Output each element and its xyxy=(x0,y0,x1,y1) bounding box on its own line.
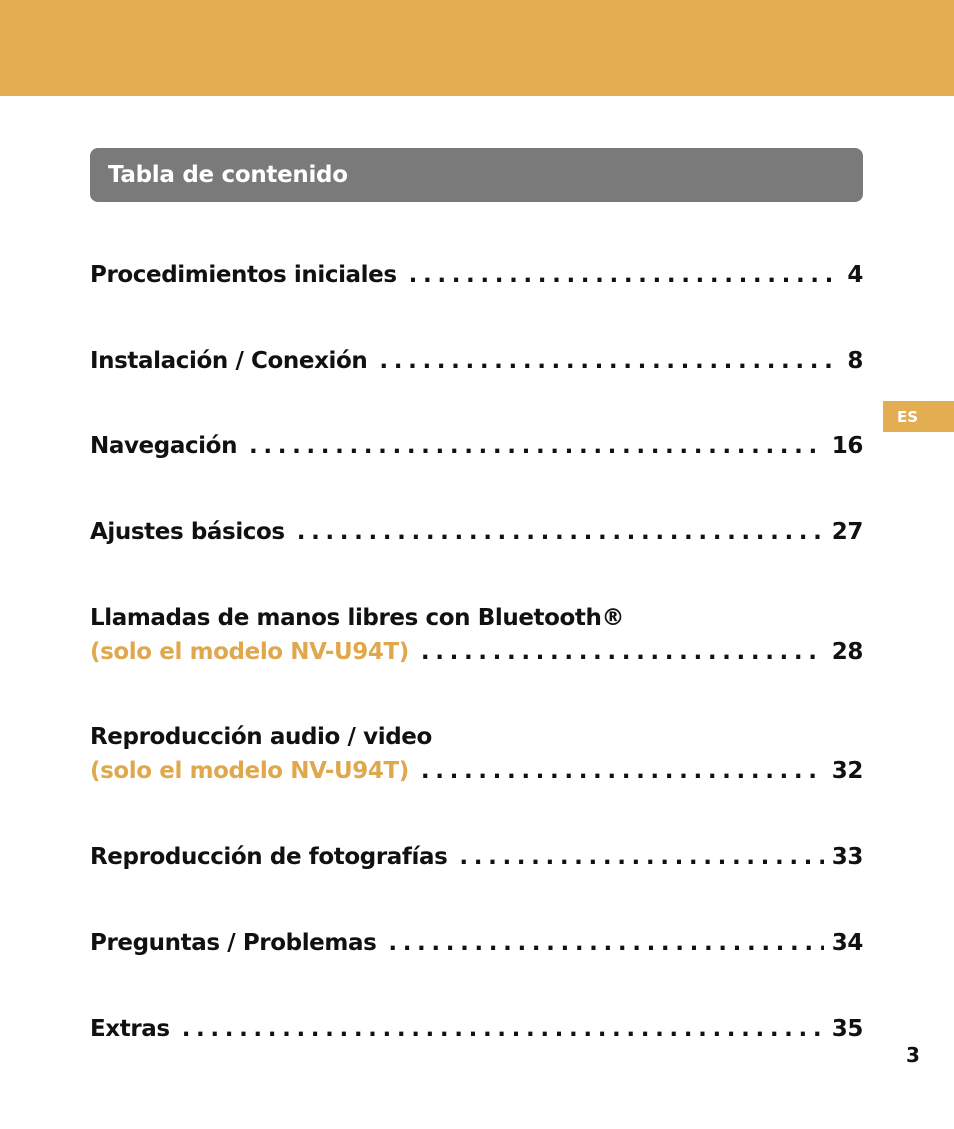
toc-entry-page: 32 xyxy=(831,758,863,784)
dot-leader xyxy=(421,639,824,665)
section-title: Tabla de contenido xyxy=(108,162,348,188)
toc-entry-extras[interactable] xyxy=(90,1016,863,1042)
dot-leader xyxy=(409,262,840,288)
toc-entry-llamadas[interactable] xyxy=(90,639,863,665)
dot-leader xyxy=(421,758,824,784)
toc-entry-title: Reproducción de fotografías xyxy=(90,844,448,870)
top-color-band xyxy=(0,0,954,96)
toc-entry-reproduccion-audio[interactable] xyxy=(90,758,863,784)
dot-leader xyxy=(459,844,823,870)
toc-entry-navegacion[interactable] xyxy=(90,433,863,459)
dot-leader xyxy=(379,348,839,374)
dot-leader xyxy=(297,519,824,545)
toc-entry-page: 33 xyxy=(831,844,863,870)
toc-entry-page: 4 xyxy=(847,262,863,288)
page-number: 3 xyxy=(906,1043,920,1067)
toc-entry-preguntas[interactable] xyxy=(90,930,863,956)
toc-entry-title: Instalación / Conexión xyxy=(90,348,368,374)
language-tab: ES xyxy=(883,401,954,432)
toc-entry-subtitle: (solo el modelo NV-U94T) xyxy=(90,758,409,784)
toc-entry-page: 34 xyxy=(831,930,863,956)
toc-entry-page: 35 xyxy=(831,1016,863,1042)
toc-entry-page: 27 xyxy=(831,519,863,545)
toc-entry-subtitle: (solo el modelo NV-U94T) xyxy=(90,639,409,665)
toc-entry-llamadas-title[interactable]: Llamadas de manos libres con Bluetooth® xyxy=(90,605,625,631)
toc-entry-title: Extras xyxy=(90,1016,170,1042)
toc-entry-page: 8 xyxy=(847,348,863,374)
toc-entry-title: Procedimientos iniciales xyxy=(90,262,397,288)
toc-entry-ajustes[interactable] xyxy=(90,519,863,545)
toc-entry-instalacion[interactable] xyxy=(90,348,863,374)
toc-entry-procedimientos[interactable] xyxy=(90,262,863,288)
toc-entry-page: 16 xyxy=(831,433,863,459)
section-header xyxy=(90,148,863,202)
toc-entry-title: Preguntas / Problemas xyxy=(90,930,377,956)
dot-leader xyxy=(182,1016,824,1042)
toc-entry-reproduccion-audio-title[interactable]: Reproducción audio / video xyxy=(90,724,432,750)
dot-leader xyxy=(249,433,824,459)
toc-entry-title: Navegación xyxy=(90,433,238,459)
toc-entry-fotografias[interactable] xyxy=(90,844,863,870)
toc-entry-page: 28 xyxy=(831,639,863,665)
toc-entry-title: Ajustes básicos xyxy=(90,519,285,545)
dot-leader xyxy=(388,930,823,956)
